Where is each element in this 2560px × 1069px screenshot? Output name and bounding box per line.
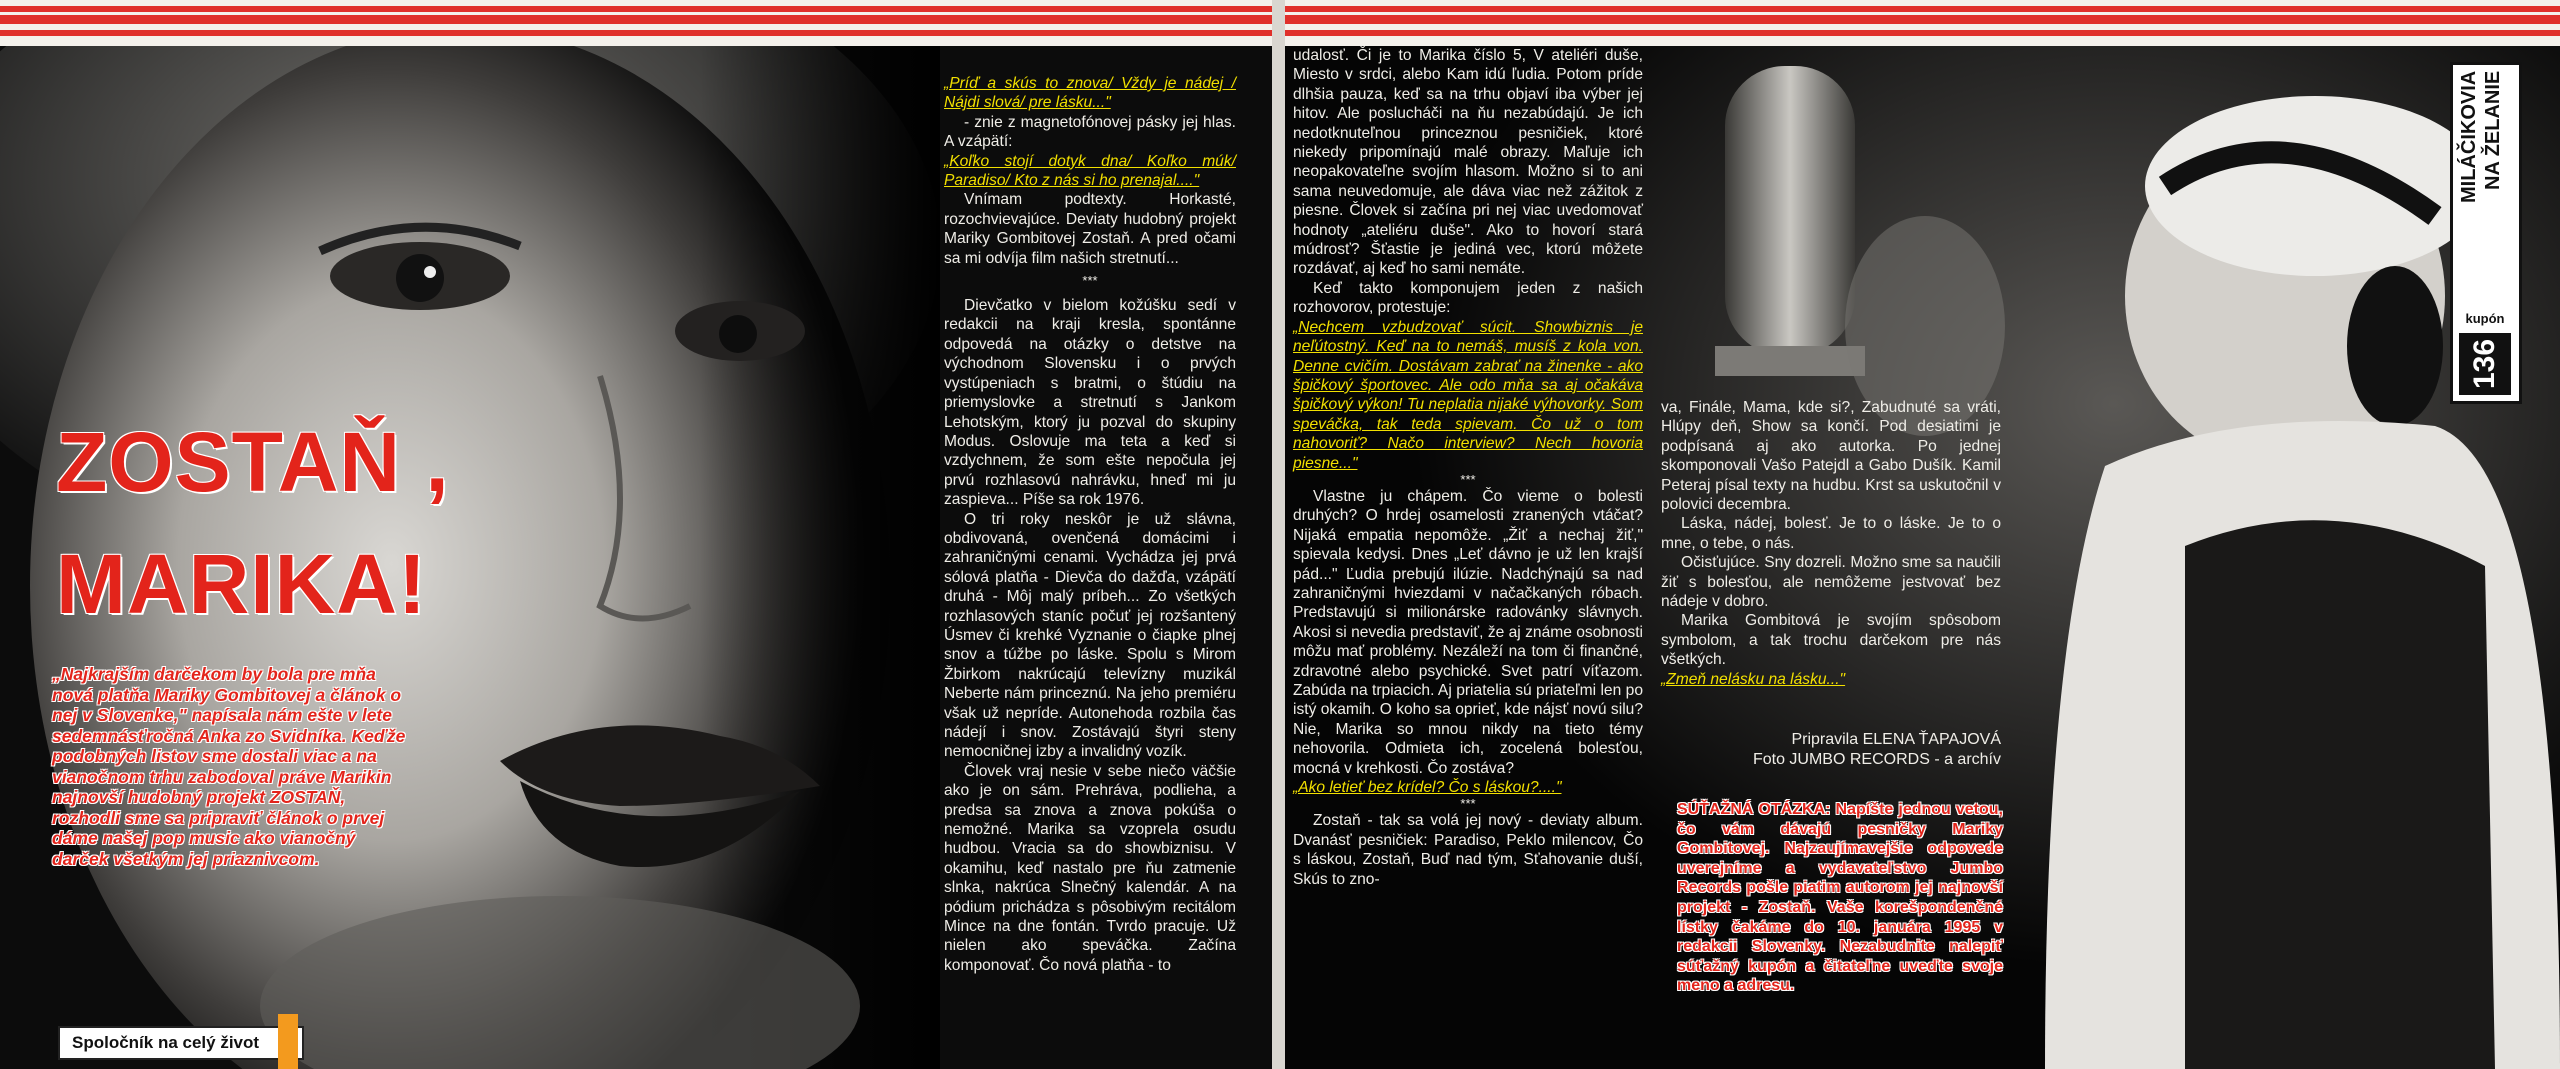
- headline-line1: ZOSTAŇ ,: [56, 415, 450, 509]
- separator: ***: [1082, 273, 1098, 289]
- quote: „Zmeň nelásku na lásku...": [1661, 670, 1846, 688]
- lead-paragraph: „Najkrajším darčekom by bola pre mňa nová platňa Mariky Gombitovej a článok o nej v Slovenke," napísala nám ešte v lete sedemnásťročná Anka zo Svidníka. Keďže podobných listov sme dostali viac a na vianočnom trhu zabodoval práve Marikin najnovší hudobný projekt ZOSTAŇ, rozhodli sme sa pripraviť článok o prvej dáme našej pop music ako vianočný darček všetkým jej priaznivcom.: [52, 664, 406, 869]
- left-page: [0, 46, 1272, 1069]
- paragraph: udalosť. Či je to Marika číslo 5, V ateliéri duše, Miesto v srdci, alebo Kam idú ľudia. Potom príde dlhšia pauza, keď sa na trhu objaví iba výber jej hitov. Ale poslucháči na ňu nezabúdajú. Je ich nedotknuteľnou princeznou pesničiek, ktoré niekedy pripomínajú malé obrazy. Maľuje ich neopakovateľne svojím hlasom. Možno si to ani sama neuvedomuje, ale dáva viac než zážitok z piesne. Človek si začína pri nej viac uvedomovať hodnoty „ateliéru duše". Ako to hovorí stará múdrosť? Šťastie je jediná vec, ktorú môžete rozdávať, aj keď ho sami nemáte.: [1293, 47, 1643, 278]
- separator: ***: [1460, 471, 1476, 487]
- article-column-2: [1293, 46, 1643, 889]
- quote: „Ako letieť bez krídel? Čo s láskou?....": [1293, 779, 1562, 797]
- paragraph: Očisťujúce. Sny dozreli. Možno sme sa naučili žiť s bolesťou, ale nemôžeme jestvovať bez nádeje v dobro.: [1661, 554, 2001, 611]
- paragraph: Dievčatko v bielom kožúšku sedí v redakcii na kraji kresla, spontánne odpovedá na otázky o detstve na východnom Slovensku i o prvých vystúpeniach s bratmi, o štúdiu na priemyslovke a stretnutí s Jankom Lehotským, ktorý ju pozval do skupiny Modus. Oslovuje ma teta a keď si vzdychnem, že som ešte nepočula jej prvú rozhlasovú nahrávku, hneď mi ju zaspieva... Píše sa rok 1976.: [944, 297, 1236, 509]
- paragraph: O tri roky neskôr je už slávna, obdivovaná, ovenčená domácimi i zahraničnými cenami. Vychádza jej prvá sólová platňa - Dievča do dažďa, vzápätí druhá - Môj malý príbeh... Zo všetkých rozhlasových staníc počuť jej rozšantený Úsmev či krehké Vyznanie o čiapke plnej snov a túžbe po láske. Spolu s Mirom Žbirkom nakrúcajú televízny muzikál Neberte nám princeznú. Na jeho premiéru však už nepríde. Autonehoda rozbila čas nádejí i snov. Zostávajú štyri steny nemocničnej izby a invalidný vozík.: [944, 510, 1236, 761]
- coupon-title-line2: NA ŽELANIE: [2482, 71, 2504, 191]
- paragraph: Láska, nádej, bolesť. Je to o láske. Je to o mne, o tebe, o nás.: [1661, 515, 2001, 552]
- quote: „Koľko stojí dotyk dna/ Koľko múk/ Paradiso/ Kto z nás si ho prenajal....": [944, 152, 1236, 190]
- paragraph: Keď takto komponujem jeden z našich rozhovorov, protestuje:: [1293, 279, 1643, 317]
- coupon-number-value: 136: [2468, 338, 2501, 390]
- quote: „Príď a skús to znova/ Vždy je nádej / Nájdi slová/ pre lásku...": [944, 75, 1236, 112]
- paragraph: - znie z magnetofónovej pásky jej hlas. A vzápätí:: [944, 113, 1236, 151]
- credits: [1725, 730, 2001, 770]
- coupon-label: kupón: [2465, 311, 2505, 326]
- photo-credit: Foto JUMBO RECORDS - a archív: [1752, 751, 2001, 768]
- paragraph: Človek vraj nesie v sebe niečo väčšie ako je on sám. Prehráva, podlieha, a predsa sa znova a znova pokúša o nemožné. Marika sa vzoprela osudu hudbou. Vracia sa do showbiznisu. V okamihu, keď nastalo pre ňu zatmenie slnka, nakrúca Slnečný kalendár. A na pódium prichádza s pôsobivým recitálom Mince na dne fontán. Tvrdo pracuje. Už nielen ako speváčka. Začína komponovať. Čo nová platňa - to: [944, 762, 1236, 974]
- top-stripes-right: [1285, 0, 2560, 46]
- tag-accent: [278, 1014, 298, 1069]
- section-tag: Spoločník na celý život: [58, 1026, 304, 1060]
- author-credit: Pripravila ELENA ŤAPAJOVÁ: [1791, 731, 2001, 748]
- paragraph: Zostaň - tak sa volá jej nový - deviaty album. Dvanásť pesničiek: Paradiso, Peklo milencov, Čo s láskou, Zostaň, Buď nad tým, Sťahovanie duší, Skús to zno-: [1293, 812, 1643, 888]
- paragraph: va, Finále, Mama, kde si?, Zabudnuté sa vráti, Hlúpy deň, Show sa končí. Pod desiatimi je podpísaná aj ako autorka. Po jednej skomponovali Vašo Patejdl a Gabo Dušík. Kamil Peteraj písal texty na hudbu. Krst sa uskutočnil v polovici decembra.: [1661, 399, 2001, 514]
- coupon-title: [2457, 71, 2513, 301]
- coupon-number: [2459, 333, 2511, 395]
- coupon-box[interactable]: [2450, 62, 2522, 404]
- article-column-1: [944, 74, 1236, 975]
- headline-line2: MARIKA!: [56, 537, 427, 631]
- paragraph: Vnímam podtexty. Horkasté, rozochvievajúce. Deviaty hudobný projekt Mariky Gombitovej Zostaň. A pred očami sa mi odvíja film našich stretnutí...: [944, 191, 1236, 267]
- paragraph: Vlastne ju chápem. Čo vieme o bolesti druhých? O hrdej osamelosti zranených vtáčat? Nijaká empatia nepomôže. „Žiť a nechaj žiť," spievala kedysi. Dnes „Leť dávno je už len krajší pád..." Ľudia prebujú ilúzie. Nadchýnajú sa nad zahraničnými hviezdami v načačkaných róbach. Predstavujú si milionárske radovánky slávnych. Akosi si nevedia predstaviť, že aj známe osobnosti môžu mať problémy. Nezáleží na tom či finančné, zdravotné alebo psychické. Svet patrí víťazom. Zabúda na trpiacich. Aj priatelia sú priateľmi len po istý okamih. O koho sa oprieť, kde nájsť novú silu? Nie, Marika so mnou nikdy na tieto témy nehovorila. Odmieta ich, zocelená bolesťou, mocná v krehkosti. Čo zostáva?: [1293, 487, 1643, 777]
- quote: „Nechcem vzbudzovať súcit. Showbiznis je neľútostný. Keď na to nemáš, musíš z kola von. Denne cvičím. Dostávam zabrať na žinenke - ako špičkový športovec. Ale odo mňa sa aj očakáva špičkový výkon! Tu neplatia nijaké výhovorky. Som speváčka, tak teda spievam. Čo už o tom nahovoriť? Načo interview? Nech hovoria piesne...": [1293, 318, 1643, 472]
- paragraph: Marika Gombitová je svojím spôsobom symbolom, a tak trochu darčekom pre nás všetkých.: [1661, 612, 2001, 669]
- contest-question: SÚŤAŽNÁ OTÁZKA: Napíšte jednou vetou, čo vám dávajú pesničky Mariky Gombitovej. Najzaujímavejšie odpovede uverejníme a vydavateľstvo Jumbo Records pošle piatim autorom jej najnovší projekt - Zostaň. Vaše korešpondenčné lístky čakáme do 10. januára 1995 v redakcii Slovenky. Nezabudnite nalepiť súťažný kupón a čitateľne uveďte svoje meno a adresu.: [1677, 801, 2003, 995]
- article-column-3: [1661, 398, 2001, 689]
- top-stripes-left: [0, 0, 1272, 46]
- right-page: [1285, 46, 2560, 1069]
- separator: ***: [1460, 796, 1476, 812]
- page-gutter: [1272, 0, 1285, 1069]
- coupon-title-line1: MILÁČIKOVIA: [2458, 71, 2480, 204]
